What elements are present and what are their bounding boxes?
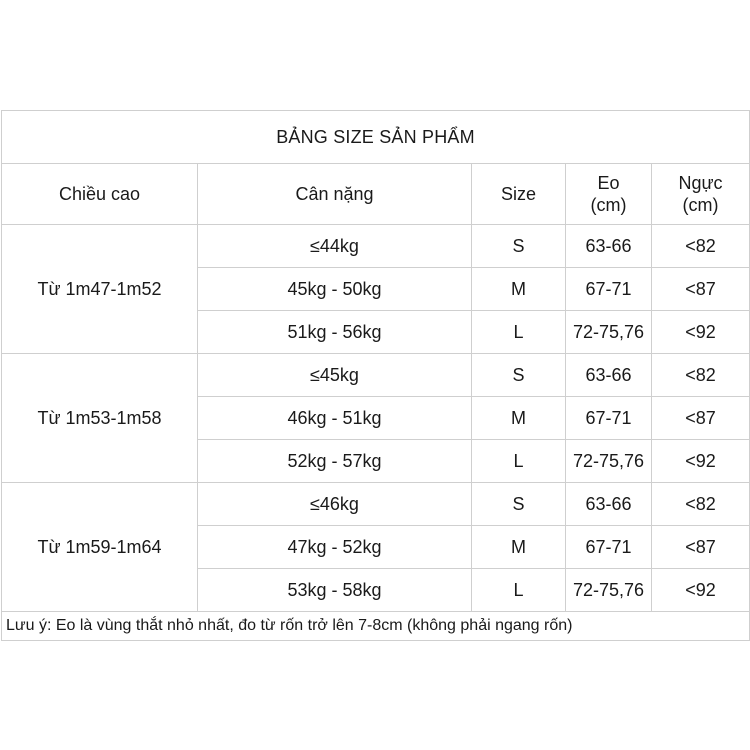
header-row: [2, 164, 750, 225]
header-chest-label: Ngực: [678, 173, 723, 193]
weight-cell: ≤46kg: [198, 483, 472, 526]
size-cell: M: [472, 526, 566, 569]
table-row: [2, 354, 750, 397]
chest-cell: <87: [652, 397, 750, 440]
chest-cell: <87: [652, 526, 750, 569]
table-title: BẢNG SIZE SẢN PHẨM: [2, 111, 750, 164]
size-cell: S: [472, 354, 566, 397]
header-height: Chiều cao: [2, 164, 198, 225]
weight-cell: 52kg - 57kg: [198, 440, 472, 483]
weight-cell: 53kg - 58kg: [198, 569, 472, 612]
header-chest-unit: (cm): [682, 195, 719, 215]
height-range-cell: Từ 1m53-1m58: [2, 354, 198, 483]
size-cell: S: [472, 225, 566, 268]
size-chart-table: [1, 110, 750, 641]
note-row: [2, 612, 750, 641]
header-size: Size: [472, 164, 566, 225]
waist-cell: 63-66: [566, 225, 652, 268]
size-cell: M: [472, 268, 566, 311]
size-cell: L: [472, 440, 566, 483]
waist-cell: 72-75,76: [566, 569, 652, 612]
header-waist: [566, 164, 652, 225]
size-cell: M: [472, 397, 566, 440]
height-range-cell: Từ 1m59-1m64: [2, 483, 198, 612]
waist-cell: 67-71: [566, 526, 652, 569]
waist-cell: 72-75,76: [566, 311, 652, 354]
size-cell: S: [472, 483, 566, 526]
weight-cell: 45kg - 50kg: [198, 268, 472, 311]
chest-cell: <82: [652, 225, 750, 268]
table-row: [2, 225, 750, 268]
waist-cell: 67-71: [566, 397, 652, 440]
table-row: [2, 483, 750, 526]
weight-cell: ≤45kg: [198, 354, 472, 397]
header-waist-unit: (cm): [590, 195, 627, 215]
weight-cell: ≤44kg: [198, 225, 472, 268]
chest-cell: <92: [652, 311, 750, 354]
chest-cell: <92: [652, 440, 750, 483]
measurement-note: Lưu ý: Eo là vùng thắt nhỏ nhất, đo từ rốn trở lên 7-8cm (không phải ngang rốn): [2, 612, 750, 641]
size-cell: L: [472, 569, 566, 612]
waist-cell: 72-75,76: [566, 440, 652, 483]
waist-cell: 63-66: [566, 483, 652, 526]
title-row: [2, 111, 750, 164]
header-chest: [652, 164, 750, 225]
chest-cell: <82: [652, 354, 750, 397]
weight-cell: 46kg - 51kg: [198, 397, 472, 440]
waist-cell: 63-66: [566, 354, 652, 397]
height-range-cell: Từ 1m47-1m52: [2, 225, 198, 354]
chest-cell: <87: [652, 268, 750, 311]
header-weight: Cân nặng: [198, 164, 472, 225]
waist-cell: 67-71: [566, 268, 652, 311]
weight-cell: 47kg - 52kg: [198, 526, 472, 569]
size-cell: L: [472, 311, 566, 354]
weight-cell: 51kg - 56kg: [198, 311, 472, 354]
chest-cell: <92: [652, 569, 750, 612]
chest-cell: <82: [652, 483, 750, 526]
header-waist-label: Eo: [597, 173, 620, 193]
